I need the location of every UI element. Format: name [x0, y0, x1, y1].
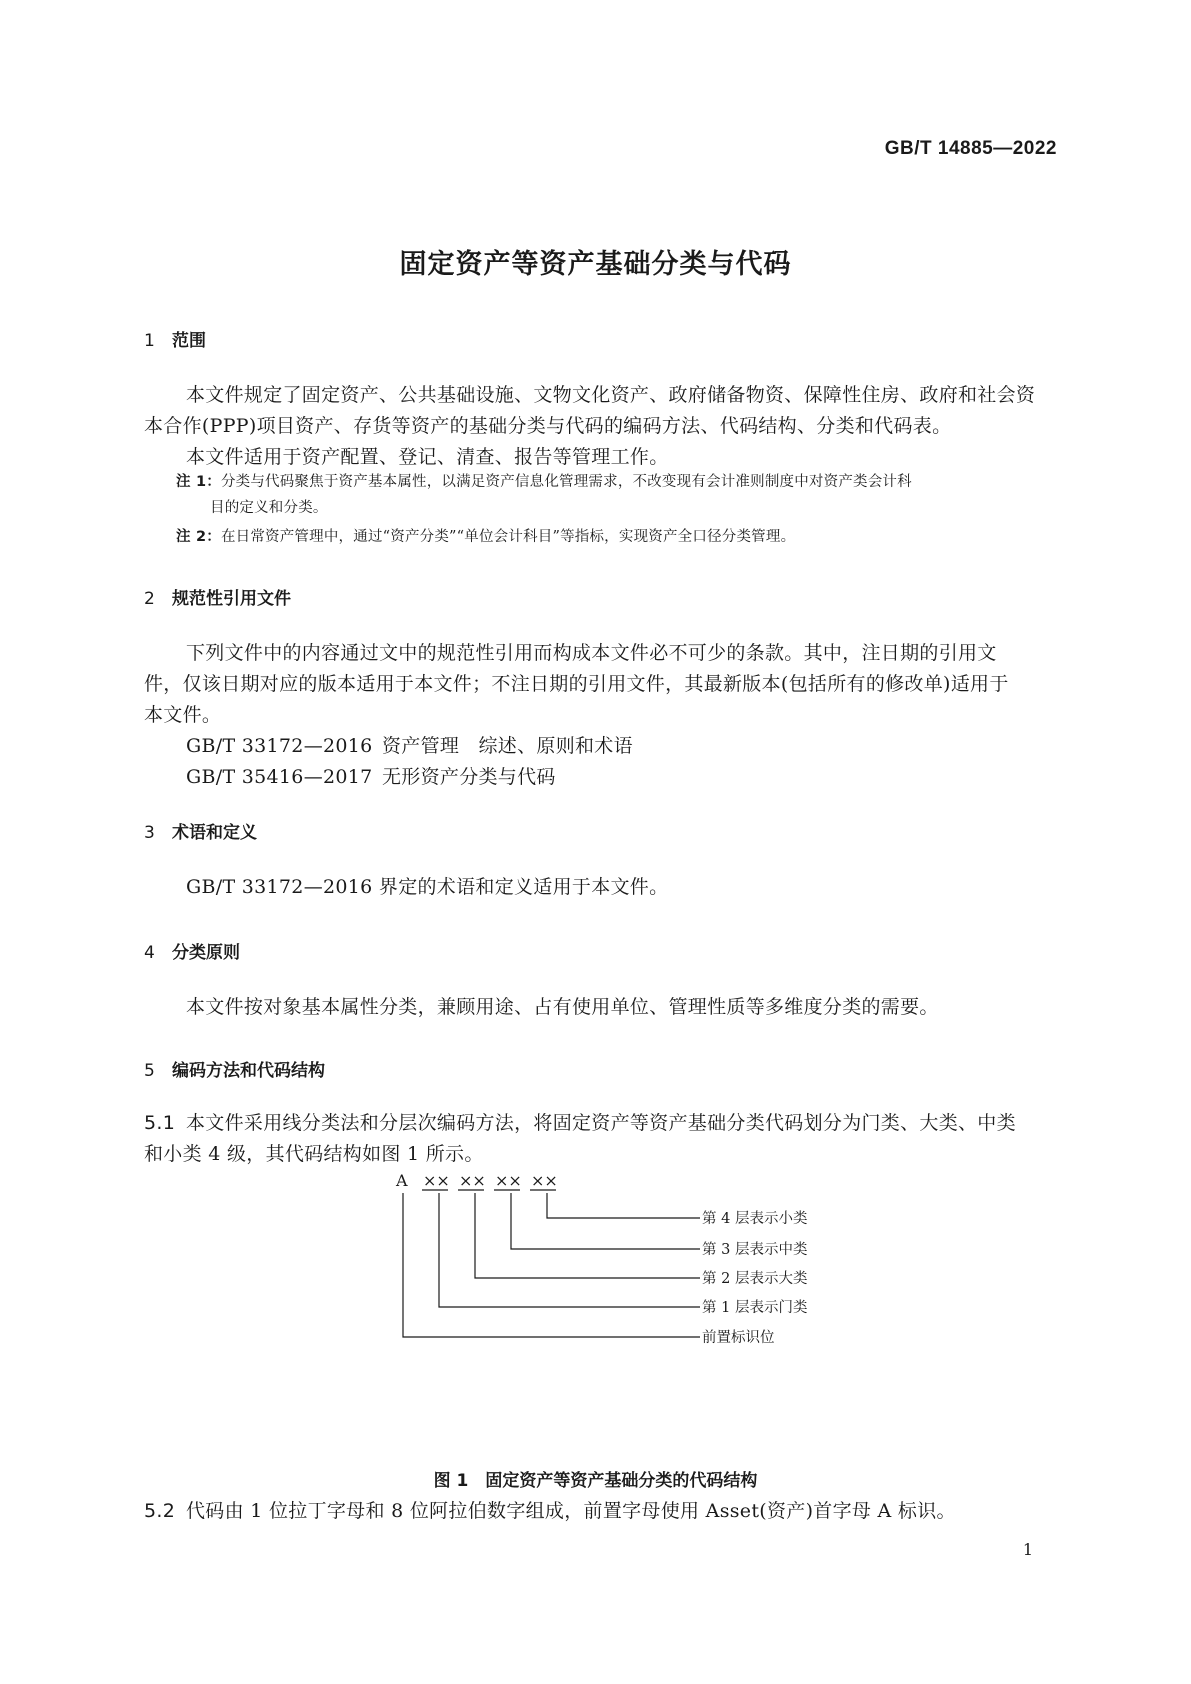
reference-code: GB/T 35416—2017: [186, 766, 373, 788]
section-title: 编码方法和代码结构: [172, 1061, 325, 1081]
clause-5-1: [144, 1108, 1016, 1170]
text-line: 本文件适用于资产配置、登记、清查、报告等管理工作。: [186, 446, 669, 468]
text-line: 本文件。: [144, 704, 222, 726]
section-2-heading: [144, 584, 291, 609]
section-number: 3: [144, 823, 155, 843]
layer-label: 第 4 层表示小类: [702, 1211, 808, 1227]
page-number: 1: [1022, 1540, 1033, 1559]
document-number: GB/T 14885—2022: [884, 138, 1057, 159]
leader-line-layer-2: [475, 1193, 700, 1278]
code-group: ××: [423, 1171, 450, 1190]
layer-label: 前置标识位: [702, 1330, 775, 1346]
code-structure-diagram: [0, 1165, 1191, 1365]
section-5-heading: [144, 1056, 325, 1081]
text-line: 本文件规定了固定资产、公共基础设施、文物文化资产、政府储备物资、保障性住房、政府和社会资: [186, 384, 1036, 406]
section-1-paragraph: [144, 380, 1035, 473]
reference-item: [144, 762, 1009, 793]
section-title: 术语和定义: [172, 823, 257, 843]
clause-5-2: [144, 1496, 956, 1527]
layer-label: 第 2 层表示大类: [702, 1271, 808, 1287]
section-number: 2: [144, 589, 155, 609]
note-label: 注 1：: [176, 474, 221, 490]
section-number: 5: [144, 1061, 155, 1081]
note-label: 注 2：: [176, 529, 221, 545]
text-line: 本文件采用线分类法和分层次编码方法，将固定资产等资产基础分类代码划分为门类、大类、中类: [186, 1112, 1016, 1134]
section-title: 分类原则: [172, 943, 240, 963]
clause-number: 5.2: [144, 1500, 176, 1522]
section-title: 规范性引用文件: [172, 589, 291, 609]
code-group: ××: [495, 1171, 522, 1190]
layer-label: 第 1 层表示门类: [702, 1300, 808, 1316]
leader-line-layer-3: [511, 1193, 700, 1249]
reference-item: [144, 731, 1009, 762]
reference-code: GB/T 33172—2016: [186, 735, 373, 757]
figure-caption: 图 1 固定资产等资产基础分类的代码结构: [433, 1471, 758, 1491]
layer-label: 第 3 层表示中类: [702, 1242, 808, 1258]
section-title: 范围: [172, 331, 206, 351]
text-line: 和小类 4 级，其代码结构如图 1 所示。: [144, 1143, 484, 1165]
note-2: [176, 524, 795, 550]
note-1: [176, 469, 912, 521]
text-line: 本合作(PPP)项目资产、存货等资产的基础分类与代码的编码方法、代码结构、分类和代码表。: [144, 415, 952, 437]
section-4-heading: [144, 938, 240, 963]
code-prefix: A: [396, 1171, 408, 1190]
leader-line-layer-4: [547, 1193, 700, 1218]
text-line: 件，仅该日期对应的版本适用于本文件；不注日期的引用文件，其最新版本(包括所有的修改单)适用于: [144, 673, 1009, 695]
section-3-heading: [144, 818, 257, 843]
reference-name: 无形资产分类与代码: [382, 766, 556, 788]
section-3-paragraph: [144, 872, 668, 903]
note-text: 在日常资产管理中，通过“资产分类”“单位会计科目”等指标，实现资产全口径分类管理。: [220, 529, 796, 545]
reference-name: 资产管理 综述、原则和术语: [382, 735, 633, 757]
section-1-heading: [144, 326, 206, 351]
code-group: ××: [459, 1171, 486, 1190]
section-4-paragraph: [144, 992, 939, 1023]
document-title: 固定资产等资产基础分类与代码: [399, 249, 792, 280]
note-text: 分类与代码聚焦于资产基本属性，以满足资产信息化管理需求，不改变现有会计准则制度中对资产类会计科: [220, 474, 912, 490]
section-number: 4: [144, 943, 155, 963]
section-2-paragraph: [144, 638, 1009, 793]
code-group: ××: [531, 1171, 558, 1190]
section-number: 1: [144, 331, 155, 351]
text-line: 本文件按对象基本属性分类，兼顾用途、占有使用单位、管理性质等多维度分类的需要。: [186, 996, 939, 1018]
leader-line-layer-1: [439, 1193, 700, 1307]
note-text: 目的定义和分类。: [210, 500, 328, 516]
leader-line-prefix: [403, 1193, 700, 1337]
clause-number: 5.1: [144, 1112, 176, 1134]
text-line: GB/T 33172—2016 界定的术语和定义适用于本文件。: [186, 876, 669, 898]
text-line: 代码由 1 位拉丁字母和 8 位阿拉伯数字组成，前置字母使用 Asset(资产)首字母 A 标识。: [186, 1500, 956, 1522]
text-line: 下列文件中的内容通过文中的规范性引用而构成本文件必不可少的条款。其中，注日期的引用文: [186, 642, 997, 664]
